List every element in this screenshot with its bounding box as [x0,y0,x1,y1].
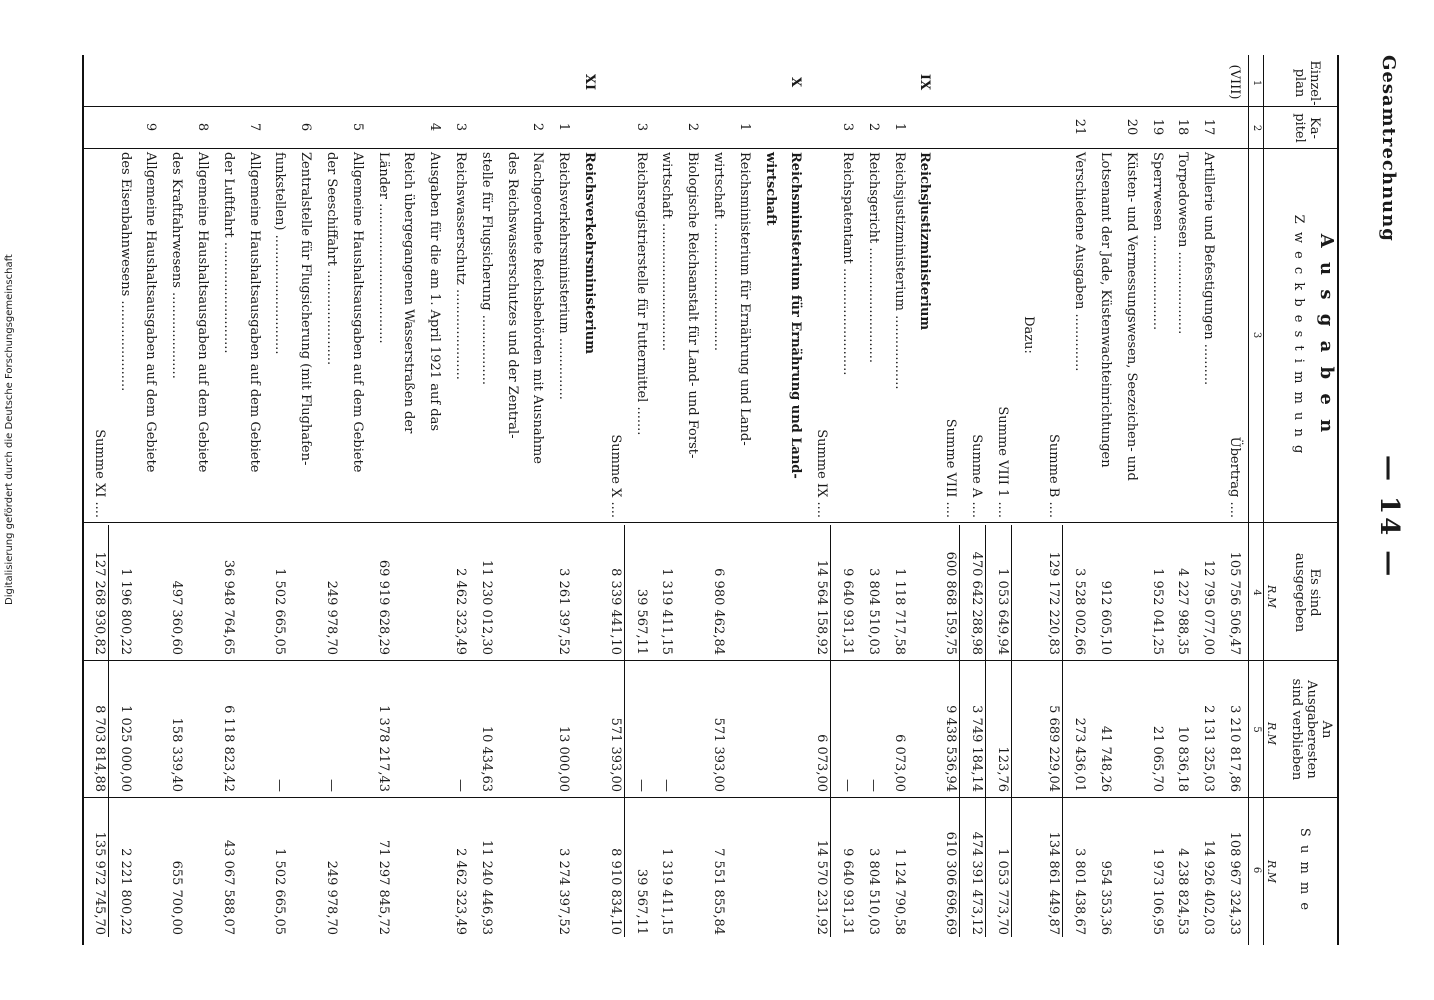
row-kapitel: 21 [1072,118,1088,136]
col-divider-2 [84,148,1339,149]
row-ausgabereste: 9 438 536,94 [943,705,959,792]
row-kapitel: 3 [633,122,649,132]
col-zweckbestimmung-header: Z w e c k b e s t i m m u n g [1291,214,1306,456]
row-ausgabereste: 123,76 [994,746,1010,792]
row-zweckbestimmung: Reichsverkehrsministerium ............... [556,152,572,400]
subheader-rule [1248,55,1249,945]
sum-rule [108,525,109,937]
page-number: — 14 — [1374,455,1404,580]
row-kapitel: 18 [1175,118,1191,136]
row-summe: 3 274 397,52 [556,848,572,935]
row-einzelplan: X [788,76,804,88]
row-ausgabereste: — [272,779,288,792]
row-kapitel: 3 [453,122,468,132]
row-ausgegeben: 497 360,60 [169,580,185,655]
row-zweckbestimmung: Ausgaben für die am 1. April 1921 auf das [427,152,443,432]
row-kapitel: 1 [556,122,572,132]
row-summe: 8 910 834,10 [607,848,623,935]
row-kapitel: 19 [1149,118,1165,136]
row-zweckbestimmung: Summe IX .... [814,429,830,518]
col-divider-5 [84,797,1339,798]
col-summe-header: S u m m e [1297,827,1312,913]
row-summe: 134 861 449,87 [1046,831,1062,935]
row-ausgabereste: 10 836,18 [1175,725,1191,792]
row-ausgegeben: 8 339 441,10 [607,568,623,655]
row-zweckbestimmung: Reichsgericht ............................ [865,152,881,364]
row-einzelplan: (VIII) [1227,64,1242,100]
row-summe: 108 967 324,33 [1227,831,1242,935]
row-ausgabereste: 3 749 184,14 [969,705,984,792]
row-kapitel: 4 [427,122,443,132]
row-zweckbestimmung: Reichspatentamt .......................... [840,152,855,376]
row-ausgabereste: 6 118 823,42 [220,705,236,792]
row-summe: 954 353,36 [1098,860,1113,935]
row-ausgabereste: 571 393,00 [607,717,623,792]
row-ausgegeben: 1 952 041,25 [1149,568,1165,655]
digitization-credit: Digitalisierung gefördert durch die Deutsche Forschungsgemeinschaft [4,254,15,605]
col-number-1: 1 [1251,79,1262,87]
col-number-2: 2 [1251,124,1262,132]
unit-label-6: R.M [1265,860,1278,884]
row-zweckbestimmung: wirtschaft ............................... [659,152,675,352]
col-ausgabereste-header: An Ausgaberesten sind verblieben [1289,678,1334,781]
row-summe: 1 124 790,58 [891,848,907,935]
row-zweckbestimmung: Allgemeine Haushaltsausgaben auf dem Gebiete [349,152,365,473]
row-ausgabereste: — [324,779,339,792]
col-number-5: 5 [1251,726,1262,733]
sum-rule [959,525,960,937]
row-ausgabereste: 5 689 229,04 [1046,705,1062,792]
row-ausgabereste: — [633,779,649,792]
row-zweckbestimmung: Summe A .... [969,434,984,518]
row-kapitel: 9 [143,122,159,132]
row-summe: 655 700,00 [169,860,185,935]
row-zweckbestimmung: Reichsverkehrsministerium [582,152,597,354]
row-ausgabereste: 1 378 217,43 [375,705,391,792]
row-ausgabereste: 2 131 325,03 [1201,705,1217,792]
row-kapitel: 5 [349,122,365,132]
col-divider-4 [84,660,1339,661]
row-zweckbestimmung: Reich übergegangenen Wasserstraßen der [401,152,417,434]
col-divider-1 [84,106,1339,107]
row-ausgegeben: 2 462 323,49 [453,568,468,655]
col-kapitel-header: Ka- pitel [1292,113,1322,143]
row-zweckbestimmung: Zentralstelle für Flugsicherung (mit Flughafen- [298,152,314,466]
row-ausgabereste: — [865,779,881,792]
row-einzelplan: IX [917,73,933,91]
row-zweckbestimmung: Reichsjustizministerium [917,152,933,331]
row-zweckbestimmung: Biologische Reichsanstalt für Land- und Forst- [685,152,701,459]
row-ausgegeben: 39 567,11 [633,588,649,655]
row-kapitel: 2 [865,122,881,132]
row-summe: 1 319 411,15 [659,848,675,935]
row-kapitel: 2 [685,122,701,132]
row-ausgabereste: 3 210 817,86 [1227,705,1242,792]
row-kapitel: 6 [298,122,314,132]
row-zweckbestimmung: Summe B .... [1046,434,1062,518]
row-ausgegeben: 600 868 159,75 [943,551,959,655]
row-ausgegeben: 3 528 002,66 [1072,568,1088,655]
row-zweckbestimmung: Torpedowesen .................... [1175,152,1191,335]
row-zweckbestimmung: Summe VIII 1 .... [994,406,1010,518]
row-summe: 39 567,11 [633,868,649,935]
col-divider-3 [84,522,1339,523]
row-summe: 249 978,70 [324,860,339,935]
row-ausgabereste: 10 434,63 [478,725,494,792]
row-kapitel: 1 [736,122,752,132]
row-zweckbestimmung: des Kraftfahrwesens ..................... [169,152,185,379]
row-zweckbestimmung: Summe XI .... [91,429,107,518]
row-zweckbestimmung: Summe X .... [607,434,623,518]
row-summe: 1 053 773,70 [994,848,1010,935]
row-zweckbestimmung: Reichswasserschutz ...................... [453,152,468,380]
row-zweckbestimmung: Übertrag .... [1227,436,1242,518]
row-summe: 7 551 855,84 [711,848,726,935]
col-einzelplan-header: Einzel- plan [1292,60,1322,106]
row-zweckbestimmung: der Seeschiffahrt ....................... [324,152,339,366]
row-summe: 1 502 665,05 [272,848,288,935]
row-ausgegeben: 127 268 930,82 [91,551,107,655]
row-zweckbestimmung: Lotsenamt der Jade, Küstenwachteinrichtungen [1098,152,1113,468]
row-zweckbestimmung: Reichsministerium für Ernährung und Land- [788,152,804,479]
row-ausgabereste: — [840,779,855,792]
sum-rule [985,525,986,937]
row-kapitel: 1 [891,122,907,132]
row-zweckbestimmung: Länder .................................. [375,152,391,344]
row-ausgegeben: 129 172 220,83 [1046,551,1062,655]
row-kapitel: 8 [195,122,210,132]
row-zweckbestimmung: Nachgeordnete Reichsbehörden mit Ausnahme [530,152,546,464]
row-ausgegeben: 3 261 397,52 [556,568,572,655]
row-summe: 2 462 323,49 [453,848,468,935]
row-summe: 610 306 696,69 [943,831,959,935]
row-ausgegeben: 12 795 077,00 [1201,559,1217,655]
row-summe: 2 221 800,22 [117,848,133,935]
row-zweckbestimmung: Dazu: [1020,316,1036,354]
row-summe: 43 067 588,07 [220,839,236,935]
sum-rule [624,525,625,937]
row-zweckbestimmung: wirtschaft [762,152,778,226]
row-ausgegeben: 1 118 717,58 [891,568,907,655]
row-zweckbestimmung: wirtschaft ............................... [711,152,726,352]
row-summe: 9 640 931,31 [840,848,855,935]
row-ausgegeben: 69 919 628,29 [375,559,391,655]
row-zweckbestimmung: Küsten- und Vermessungswesen, Seezeichen- und [1123,152,1139,481]
row-zweckbestimmung: funkstellen) ............................. [272,152,288,355]
row-ausgabereste: 273 436,01 [1072,717,1088,792]
row-ausgegeben: 249 978,70 [324,580,339,655]
row-ausgegeben: 9 640 931,31 [840,568,855,655]
row-summe: 135 972 745,70 [91,831,107,935]
row-ausgabereste: 8 703 814,88 [91,705,107,792]
row-zweckbestimmung: Reichsministerium für Ernährung und Land- [736,152,752,446]
row-zweckbestimmung: stelle für Flugsicherung ................. [478,152,494,385]
row-zweckbestimmung: Allgemeine Haushaltsausgaben auf dem Gebiete [143,152,159,473]
row-kapitel: 20 [1123,118,1139,136]
row-zweckbestimmung: Allgemeine Haushaltsausgaben auf dem Gebiete [195,152,210,473]
row-ausgabereste: — [453,779,468,792]
row-ausgegeben: 1 196 800,22 [117,568,133,655]
row-ausgegeben: 11 230 012,30 [478,559,494,655]
row-zweckbestimmung: Artillerie und Befestigungen .......... [1201,152,1217,386]
row-ausgegeben: 1 319 411,15 [659,568,675,655]
row-summe: 3 801 438,67 [1072,848,1088,935]
row-ausgabereste: 13 000,00 [556,725,572,792]
row-zweckbestimmung: der Luftfahrt ........................... [220,152,236,354]
row-summe: 11 240 446,93 [478,839,494,935]
row-zweckbestimmung: Reichsjustizministerium .................. [891,152,907,390]
header-rule [1263,55,1264,945]
row-ausgabereste: 21 065,70 [1149,725,1165,792]
row-ausgabereste: 1 025 000,00 [117,705,133,792]
sum-rule [830,525,831,937]
row-ausgegeben: 3 804 510,03 [865,568,881,655]
row-zweckbestimmung: Allgemeine Haushaltsausgaben auf dem Gebiete [246,152,262,473]
row-ausgegeben: 470 642 288,98 [969,551,984,655]
row-ausgegeben: 4 227 988,35 [1175,568,1191,655]
row-einzelplan: XI [582,73,597,91]
col-number-6: 6 [1251,866,1262,874]
row-summe: 4 238 824,53 [1175,848,1191,935]
row-ausgegeben: 14 564 158,92 [814,559,830,655]
sum-rule [1011,525,1012,937]
row-ausgabereste: — [659,779,675,792]
unit-label-5: R.M [1265,722,1278,746]
row-ausgegeben: 6 980 462,84 [711,568,726,655]
row-summe: 3 804 510,03 [865,848,881,935]
row-kapitel: 7 [246,122,262,132]
row-zweckbestimmung: Sperrwesen ....................... [1149,152,1165,331]
col-number-4: 4 [1251,589,1262,596]
unit-label-4: R.M [1265,585,1278,609]
top-rule [1337,55,1339,945]
row-zweckbestimmung: des Reichswasserschutzes und der Zentral- [504,152,520,439]
row-summe: 14 570 231,92 [814,839,830,935]
row-summe: 474 391 473,12 [969,831,984,935]
row-ausgegeben: 105 756 506,47 [1227,551,1242,655]
row-zweckbestimmung: Verschiedene Ausgaben .............. [1072,152,1088,372]
row-kapitel: 3 [840,122,855,132]
row-ausgabereste: 6 073,00 [814,734,830,792]
row-ausgabereste: 41 748,26 [1098,725,1113,792]
row-zweckbestimmung: des Eisenbahnwesens ...................... [117,152,133,392]
row-zweckbestimmung: Reichsregistrierstelle für Futtermittel ....... [633,152,649,436]
row-summe: 71 297 845,72 [375,839,391,935]
sum-rule [1062,525,1063,937]
row-ausgegeben: 1 502 665,05 [272,568,288,655]
col-ausgaben-title: A u s g a b e n [1316,233,1337,437]
row-zweckbestimmung: Summe VIII .... [943,418,959,518]
row-ausgabereste: 6 073,00 [891,734,907,792]
document-title: Gesamtrechnung [1378,55,1399,242]
row-ausgabereste: 571 393,00 [711,717,726,792]
row-kapitel: 2 [530,122,546,132]
row-summe: 14 926 402,03 [1201,839,1217,935]
col-ausgegeben-header: Es sind ausgegeben [1292,552,1322,633]
row-ausgegeben: 1 053 649,94 [994,568,1010,655]
row-kapitel: 17 [1201,118,1217,136]
row-ausgegeben: 912 605,10 [1098,580,1113,655]
row-ausgegeben: 36 948 764,65 [220,559,236,655]
bottom-rule [82,55,84,945]
col-number-3: 3 [1251,331,1262,339]
row-summe: 1 973 106,95 [1149,848,1165,935]
row-ausgabereste: 158 339,40 [169,717,185,792]
